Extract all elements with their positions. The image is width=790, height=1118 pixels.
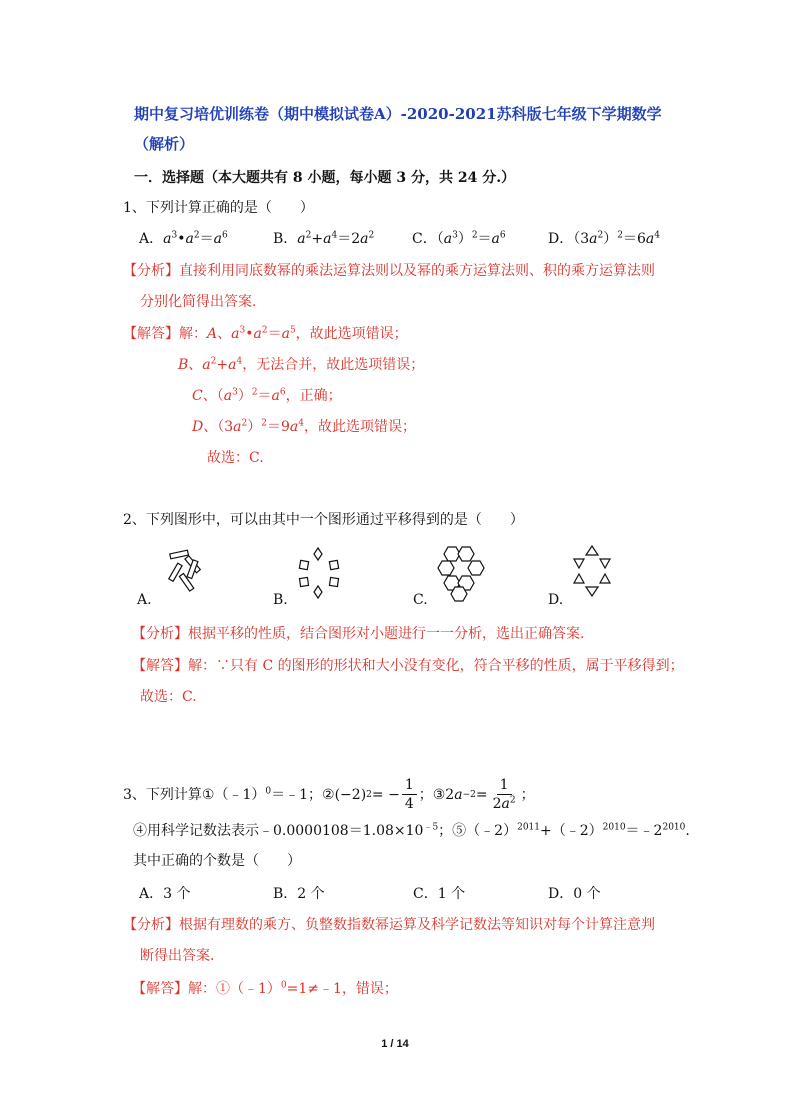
q2-option-a-label: A. (137, 592, 152, 608)
q2-option-d-label: D. (548, 592, 564, 608)
q1-answer-c: C、$(a^3)^2=a^6$，正确； (192, 387, 342, 404)
q3-option-b: B．2 个 (273, 886, 325, 902)
q3-analysis-line1: 【分析】根据有理数的乘方、负整数指数幂运算及科学记数法等知识对每个计算注意判 (123, 917, 655, 933)
document-title: 期中复习培优训练卷（期中模拟试卷A）-2020-2021苏科版七年级下学期数学 (134, 105, 662, 123)
q2-figure-d (572, 546, 616, 600)
q1-analysis-line2: 分别化简得出答案. (140, 294, 257, 310)
q1-answer-b: B、$a^2+a^4$，无法合并，故此选项错误； (178, 356, 425, 373)
q3-answer-tag: 【解答】解： (132, 981, 216, 997)
q1-conclusion: 故选：C. (207, 450, 264, 466)
q3-option-c: C．1 个 (413, 886, 466, 902)
q3-item4: ④用科学记数法表示﹣0.0000108＝1.08×10 (133, 823, 424, 839)
q2-figure-b (298, 548, 342, 600)
q2-option-c-label: C. (413, 592, 428, 608)
q2-figure-a (160, 542, 210, 600)
q3-item1: ①（﹣1）$^0$＝﹣1； (201, 785, 323, 803)
q2-figure-c (438, 545, 490, 601)
q1-option-a: A．$a^3•a^2=a^6$ (139, 230, 228, 247)
q1-option-c: C．$(a^3)^2=a^6$ (412, 230, 506, 247)
q3-stem-prefix: 3、下列计算 (123, 786, 202, 803)
q3-which: 其中正确的个数是（ ） (133, 853, 301, 869)
page-number: 1 / 14 (381, 1038, 409, 1050)
q1-option-d: D．$(3a^2)^2=6a^4$ (548, 230, 660, 247)
q1-option-b: B．$a^2+a^4=2a^2$ (273, 230, 375, 247)
q1-answer-tag: 【解答】解： (123, 326, 207, 342)
q3-item3: ③2 a −2 = $\frac{1}{2a^2}$ ； (432, 777, 535, 812)
q2-analysis: 【分析】根据平移的性质，结合图形对小题进行一一分析，选出正确答案. (132, 626, 585, 642)
q3-item2: ②(−2) 2 = − $\frac{1}{4}$ ； (322, 777, 433, 812)
q1-analysis-line1: 【分析】直接利用同底数幂的乘法运算法则以及幂的乘方运算法则、积的乘方运算法则 (123, 263, 655, 279)
q3-option-d: D．0 个 (548, 886, 601, 902)
q1-answer-a: 【解答】解：A、$a^3•a^2=a^5$，故此选项错误； (123, 325, 408, 342)
q3-stem (123, 776, 535, 813)
document-title-suffix: （解析） (134, 135, 195, 153)
q3-analysis-line2: 断得出答案. (140, 948, 215, 964)
section-heading: 一．选择题（本大题共有 8 小题，每小题 3 分，共 24 分.） (134, 170, 516, 186)
q2-stem: 2、下列图形中，可以由其中一个图形通过平移得到的是（ ） (123, 512, 524, 528)
q1-answer-d: D、$(3a^2)^2=9a^4$，故此选项错误； (192, 418, 416, 435)
q1-stem: 1、下列计算正确的是（ ） (123, 200, 314, 216)
q2-answer: 【解答】解：∵只有 C 的图形的形状和大小没有变化，符合平移的性质，属于平移得到； (132, 658, 684, 674)
q3-option-a: A．3 个 (139, 886, 191, 902)
q2-conclusion: 故选：C. (140, 689, 197, 705)
q3-answer-1: 【解答】解：①（﹣1）$^0$=1≠﹣1，错误； (132, 980, 398, 997)
q3-line2: ④用科学记数法表示$﹣0.0000108=1.08\times 10^{﹣5}$；$⑤(﹣2)^{2011}+(﹣2)^{2010}=﹣2^{2010}$. (133, 822, 690, 839)
q2-option-b-label: B. (273, 592, 288, 608)
